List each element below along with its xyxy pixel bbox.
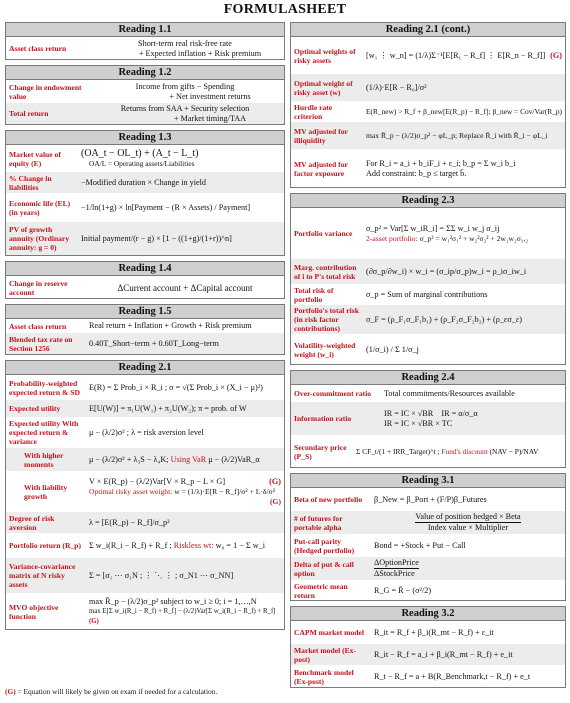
formula-text: ΔOptionPrice ΔStockPrice [374,558,419,578]
section-header: Reading 1.4 [6,262,284,276]
row-label: Economic life (EL) (in years) [9,198,71,217]
formula-text: [w₁ ⋮ w_n] = (1/λ)Σ⁻¹[E[R₁ − R_f] ⋮ E[R_n − R_f]] (G) [366,50,562,60]
section-header: Reading 2.1 [6,361,284,375]
row-label: Over-commitment ratio [294,389,372,398]
formula-text: For R_i = a_i + b_iF_i + ε_i; b_p = Σ w_i b_i Add constraint: b_p ≤ target b̄. [366,158,516,178]
section-reading-1-5 [5,304,285,355]
formula-text: R_G = R̄ − (σ²/2) [374,585,432,595]
formula-text: Σ w_i(R_i − R_f) + R_f ; Riskless wt: w₀ = 1 − Σ w_i [89,540,265,550]
footer-g-marker: (G) [5,687,16,696]
row-label: Blended tax rate on Section 1256 [9,334,73,353]
formula-text: (∂σ_p/∂w_i) × w_i = (σ_ip/σ_p)w_i = ρ_iσ_iw_i [366,266,527,276]
row-label: Asset class return [9,44,67,53]
row-label: MV adjusted for illiquidity [294,126,348,145]
row-label: Benchmark model (Ex-post) [294,667,354,686]
formula-text: Σ CF_t/(1 + IRR_Target)^t ; Fund's discount (NAV − P)/NAV [356,446,539,456]
formula-text: μ − (λ/2)σ² ; λ = risk aversion level [89,427,204,437]
formula-text: Value of position hedged × Beta Index value × Multiplier [415,512,521,532]
formula-text: Short-term real risk-free rate + Expected inflation + Risk premium [138,38,262,58]
formula-text: λ = [E(R_p) − R_f]/σ_p² [89,517,170,527]
formula-text: ΔCurrent account + ΔCapital account [117,282,253,293]
formula-text: E[U(W)] = π₁U(W₁) + π₂U(W₂); π = prob. of W [89,403,247,413]
formula-text: Returns from SAA + Security selection + Market timing/TAA [120,103,250,123]
formula-text: Real return + Inflation + Growth + Risk premium [89,321,252,330]
section-reading-2-3 [290,193,566,365]
row-label: Total return [9,109,49,118]
row-label: Market model (Ex-post) [294,645,356,664]
section-header: Reading 1.5 [6,305,284,319]
footer-note [5,687,290,696]
row-label: CAPM market model [294,628,365,637]
section-header: Reading 2.1 (cont.) [291,23,565,37]
formula-text: −Modified duration × Change in yield [81,177,206,187]
formula-text: max R̄_p − (λ/2)σ_p² subject to w_i ≥ 0; i = 1,…,N max E[Σ w_i(R_i − R_f) + R_f] − (λ/2)Var[Σ w_i(R_i − R_f) + R_f] (G) [89,596,276,625]
row-label: MV adjusted for factor exposure [294,159,348,178]
row-label: PV of growth annuity (Ordinary annuity: g = 0) [9,225,70,252]
right-column [290,22,566,693]
formula-text: μ − (λ/2)σ² + λ₃S − λ₄K; Using VaR μ − (λ/2)VaR_α [89,454,260,464]
section-reading-1-2 [5,65,285,125]
formula-text: −1/ln(1+g) × ln[Payment − (R × Assets) / Payment] [81,202,251,212]
section-header: Reading 2.3 [291,194,565,208]
row-label: Beta of new portfolio [294,495,363,504]
row-label: Optimal weight of risky asset (w) [294,78,353,97]
formula-text: σ_F = (ρ_F₁σ_F₁b₁) + (ρ_F₂σ_F₂b₂) + (ρ_εσ_ε) [366,314,523,324]
formula-text: 0.40T_Short−term + 0.60T_Long−term [89,338,219,348]
section-reading-2-1 [5,360,285,630]
row-label: % Change in liabilities [9,173,52,192]
formula-text: Σ = [σ₁ ⋯ σ₁N ; ⋮ ⋱ ⋮ ; σ_N1 ⋯ σ_NN] [89,570,234,580]
formula-text: Bond = +Stock + Put − Call [374,540,466,550]
row-label: # of futures for portable alpha [294,513,343,532]
formula-text: V × E(R_p) − (λ/2)Var[V × R_p − L × G] (G) Optimal risky asset weight: w = (1/λ)·E[R − R_f]/σ² + L·δ/σ² (G) [89,476,281,506]
formula-text: R_it = R_f + β_i(R_mt − R_f) + ε_it [374,627,494,637]
formula-text: (1/λ)·E[R − R₀]/σ² [366,82,427,92]
section-header: Reading 1.3 [6,131,284,145]
section-reading-1-3 [5,130,285,256]
section-reading-1-1 [5,22,285,60]
formula-text: R_it − R_f = a_i + β_i(R_mt − R_f) + e_it [374,649,513,659]
formula-text: β_New = β_Port + (F/P)β_Futures [374,494,487,504]
formula-text: σ_p = Sum of marginal contributions [366,289,488,299]
formula-text: E(R) = Σ Prob_i × R_i ; σ = √(Σ Prob_i × (X_i − μ)²) [89,382,263,392]
section-reading-2-4 [290,370,566,468]
row-label: Expected utility With expected return & variance [9,419,79,446]
row-label: Secondary price (P_S) [294,442,347,461]
row-label: Information ratio [294,414,352,423]
section-reading-3-2 [290,606,566,688]
row-label: Change in reserve account [9,278,68,297]
page-title: FORMULASHEET [223,2,347,17]
formula-text: (1/σ_i) / Σ 1/σ_j [366,344,419,354]
formula-text: (OA_t − OL_t) + (A_t − L_t) OA/L = Operating assets/Liabilities [81,147,199,168]
row-label: MVO objective function [9,602,59,621]
row-label: Asset class return [9,321,67,331]
formula-text: Total commitments/Resources available [384,388,515,398]
row-label: Volatility-weighted weight (w_i) [294,340,356,359]
formula-text: Income from gifts − Spending + Net investment returns [135,81,251,101]
row-label: Portfolio variance [294,229,353,238]
row-label: Optimal weights of risky assets [294,46,356,65]
formula-text: max R̄_p − (λ/2)σ_p² − φL_p; Replace R̄_i with R̄_i − φL_i [366,130,548,140]
row-label: Put-call parity (Hedged portfolio) [294,536,355,555]
row-label: Expected utility [9,404,61,413]
formula-text: IR = IC × √BR IR = α/σ_α IR = IC × √BR × TC [384,408,478,428]
section-header: Reading 3.1 [291,474,565,488]
row-label: Probability-weighted expected return & SD [9,378,80,397]
formula-text: σ_p² = Var[Σ w_iR_i] = ΣΣ w_i w_j σ_ij 2-asset portfolio: σ_p² = w₁²σ₁² + w₂²σ₂² + 2w₁w₂σ₁,₂ [366,223,528,243]
row-label: Portfolio return (R_p) [9,541,81,550]
row-label: Total risk of portfolio [294,285,334,304]
section-header: Reading 1.2 [6,66,284,80]
row-label: Delta of put & call option [294,559,354,578]
row-label: Degree of risk aversion [9,513,55,532]
row-label: With higher moments [24,450,64,469]
section-header: Reading 3.2 [291,607,565,621]
section-reading-2-1-cont [290,22,566,188]
row-label: Geometric mean return [294,581,348,600]
section-header: Reading 1.1 [6,23,284,37]
footer-text: = Equation will likely be given on exam if needed for a calculation. [17,687,218,696]
row-label: Change in endowment value [9,82,82,101]
formula-text: E(R_new) > R_f + β_new[E(R_p) − R_f]; β_new = Cov/Var(R_p) [366,106,562,116]
row-label: Hurdle rate criterion [294,102,333,121]
left-column [5,22,285,635]
row-label: Market value of equity (E) [9,149,61,168]
formula-text: R_t − R_f = a + B(R_Benchmark,t − R_f) + e_t [374,671,531,681]
section-reading-3-1 [290,473,566,601]
row-label: Variance-covariance matrix of N risky assets [9,562,76,589]
row-label: Portfolio's total risk (in risk factor contributions) [294,306,359,333]
section-header: Reading 2.4 [291,371,565,385]
section-reading-1-4 [5,261,285,299]
row-label: With liability growth [24,482,68,501]
row-label: Marg. contribution of i to P's total risk [294,262,357,281]
formula-text: Initial payment/(r − g) × [1 − ((1+g)/(1+r))^n] [81,233,232,243]
